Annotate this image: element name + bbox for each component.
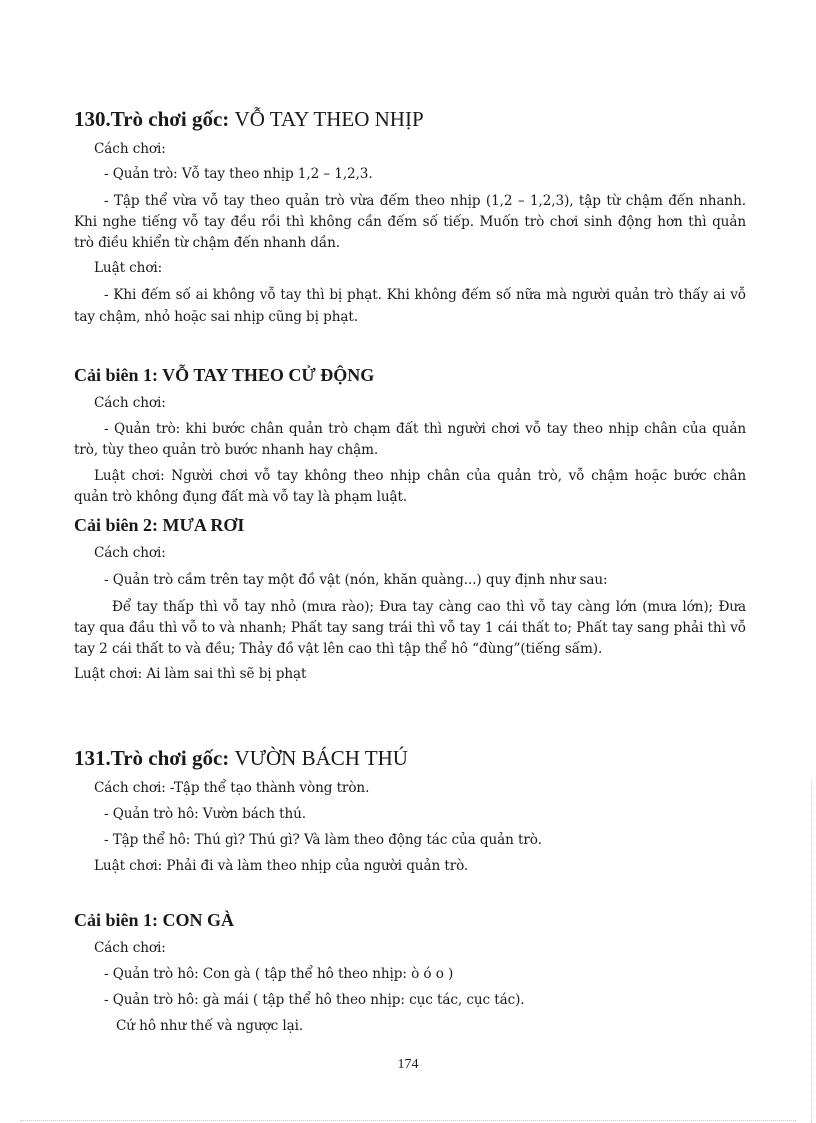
b1301-para-1-line-2: trò, tùy theo quản trò bước nhanh hay chậm. — [74, 442, 379, 458]
s130-para-2-line-2: Khi nghe tiếng vỗ tay đều rồi thì không cần đếm số tiếp. Muốn trò chơi sinh động hơn thì quản — [74, 214, 746, 230]
b1302-para-2-line-2: tay qua đầu thì vỗ to và nhanh; Phất tay sang trái thì vỗ tay 1 cái thất to; Phất tay sang phải thì vỗ — [74, 620, 746, 636]
page-number: 174 — [397, 1057, 419, 1072]
b1302-luat-choi: Luật chơi: Ai làm sai thì sẽ bị phạt — [74, 666, 307, 682]
section-130-number: 130.Trò chơi gốc: — [74, 107, 235, 131]
b1311-para-3: Cứ hô như thế và ngược lại. — [116, 1018, 304, 1034]
b1301-para-2-line-1: Luật chơi: Người chơi vỗ tay không theo nhịp chân của quản trò, vỗ chậm hoặc bước chân — [94, 468, 746, 484]
section-130-title: VỖ TAY THEO NHỊP — [234, 107, 424, 131]
b1311-para-1: - Quản trò hô: Con gà ( tập thể hô theo nhịp: ò ó o ) — [104, 966, 454, 982]
s130-para-2-line-1: - Tập thể vừa vỗ tay theo quản trò vừa đếm theo nhịp (1,2 – 1,2,3), tập từ chậm đến nhanh. — [104, 193, 746, 209]
bien-130-2-heading: Cải biên 2: MƯA RƠI — [74, 515, 245, 535]
b1302-para-2-line-3: tay 2 cái thất to và đều; Thảy đồ vật lên cao thì tập thể hô “đùng”(tiếng sấm). — [74, 641, 603, 657]
b1302-para-1: - Quản trò cầm trên tay một đồ vật (nón, khăn quàng...) quy định như sau: — [104, 572, 608, 588]
right-dotted-border — [811, 780, 812, 1123]
s130-para-3-line-1: - Khi đếm số ai không vỗ tay thì bị phạt. Khi không đếm số nữa mà người quản trò thấy ai vỗ — [104, 287, 746, 303]
section-131-heading — [74, 745, 408, 771]
s131-para-1: - Quản trò hô: Vườn bách thú. — [104, 806, 307, 822]
s130-cach-choi-label: Cách chơi: — [94, 141, 166, 157]
b1311-para-2: - Quản trò hô: gà mái ( tập thể hô theo nhịp: cục tác, cục tác). — [104, 992, 525, 1008]
s130-para-2-line-3: trò điều khiển từ chậm đến nhanh dần. — [74, 235, 340, 251]
b1301-para-1-line-1: - Quản trò: khi bước chân quản trò chạm đất thì người chơi vỗ tay theo nhịp chân của quản — [104, 421, 746, 437]
b1301-cach-choi-label: Cách chơi: — [94, 395, 166, 411]
section-130-heading — [74, 106, 424, 132]
section-131-title: VƯỜN BÁCH THÚ — [234, 746, 408, 770]
bottom-dotted-border — [20, 1120, 796, 1121]
b1302-cach-choi-label: Cách chơi: — [94, 545, 166, 561]
section-131-number: 131.Trò chơi gốc: — [74, 746, 235, 770]
b1302-para-2-line-1: Để tay thấp thì vỗ tay nhỏ (mưa rào); Đưa tay càng cao thì vỗ tay càng lớn (mưa lớn); Đưa — [112, 599, 746, 615]
bien-131-1-heading: Cải biên 1: CON GÀ — [74, 910, 235, 930]
b1301-para-2-line-2: quản trò không đụng đất mà vỗ tay là phạm luật. — [74, 489, 408, 505]
s131-luat-choi: Luật chơi: Phải đi và làm theo nhịp của người quản trò. — [94, 858, 469, 874]
s130-para-3-line-2: tay chậm, nhỏ hoặc sai nhịp cũng bị phạt. — [74, 309, 358, 325]
b1311-cach-choi-label: Cách chơi: — [94, 940, 166, 956]
s131-para-2: - Tập thể hô: Thú gì? Thú gì? Và làm theo động tác của quản trò. — [104, 832, 542, 848]
s130-luat-choi-label: Luật chơi: — [94, 260, 163, 276]
s131-cach-choi: Cách chơi: -Tập thể tạo thành vòng tròn. — [94, 780, 370, 796]
bien-130-1-heading: Cải biên 1: VỖ TAY THEO CỬ ĐỘNG — [74, 365, 375, 385]
s130-para-1: - Quản trò: Vỗ tay theo nhịp 1,2 – 1,2,3. — [104, 166, 373, 182]
